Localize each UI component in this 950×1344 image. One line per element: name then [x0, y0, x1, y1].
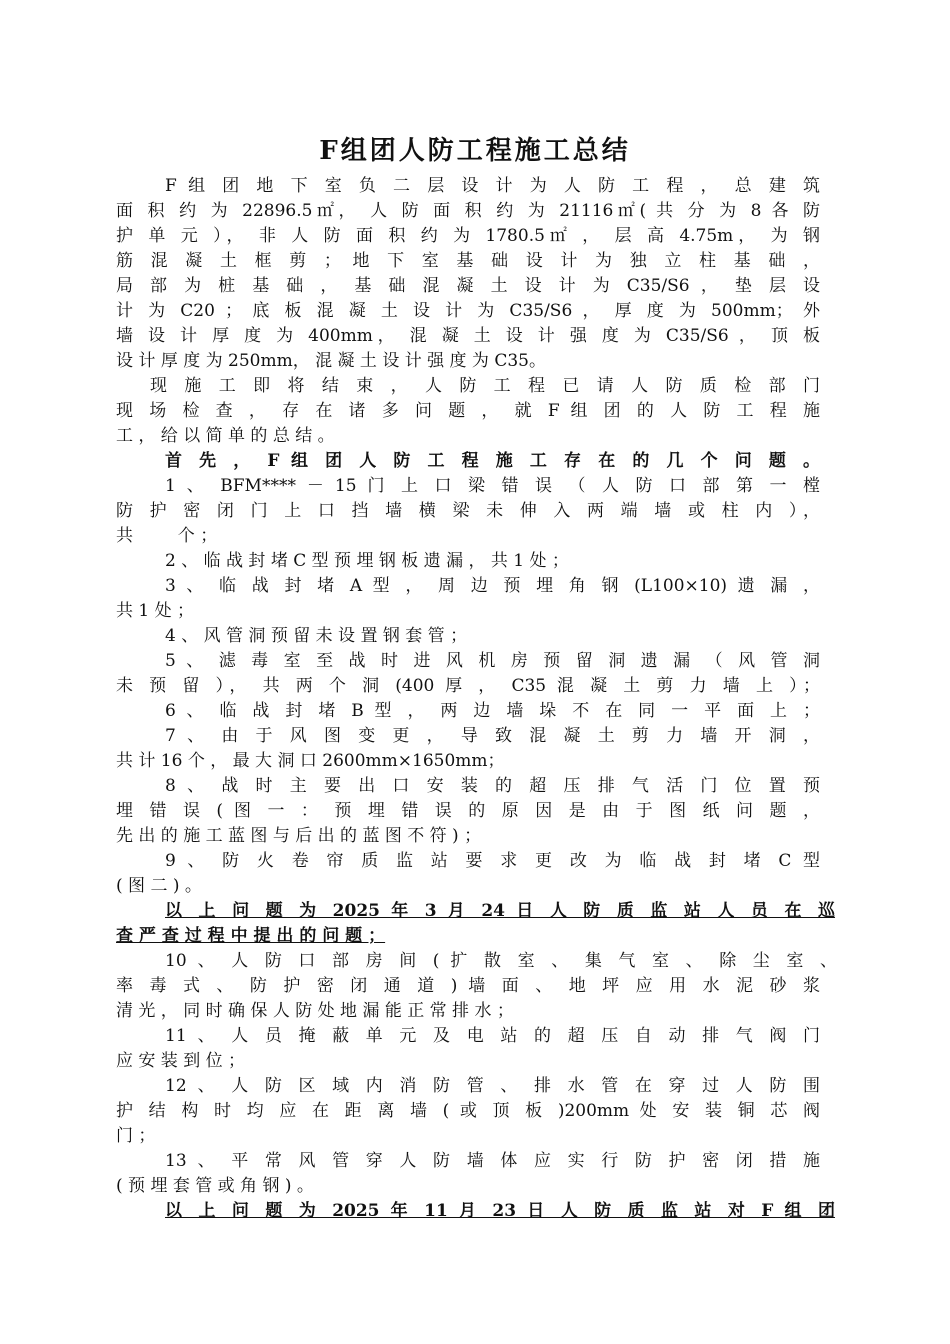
paragraph-line: 工 ， 给 以 简 单 的 总 结 。	[116, 426, 335, 446]
list-item-cont: 清 光 ， 同 时 确 保 人 防 处 地 漏 能 正 常 排 水 ；	[116, 1001, 514, 1021]
list-item: 12 、 人 防 区 域 内 消 防 管 、 排 水 管 在 穿 过 人 防 围	[165, 1076, 820, 1096]
list-item-cont: 应 安 装 到 位 ；	[116, 1051, 246, 1071]
inspection-note: 查 严 查 过 程 中 提 出 的 问 题 ；	[116, 926, 386, 946]
section-heading: 首 先 ， F 组 团 人 防 工 程 施 工 存 在 的 几 个 问 题 。	[165, 451, 820, 471]
list-item-cont: 门 ；	[116, 1126, 156, 1146]
list-item: 9 、 防 火 卷 帘 质 监 站 要 求 更 改 为 临 战 封 堵 C 型	[165, 851, 820, 871]
list-item-cont: 先 出 的 施 工 蓝 图 与 后 出 的 蓝 图 不 符 ) ；	[116, 826, 482, 846]
list-item: 3 、 临 战 封 堵 A 型 ， 周 边 预 埋 角 钢 (L100×10) 遗 漏 ，	[165, 576, 820, 596]
paragraph-line: 设 计 厚 度 为 250mm， 混 凝 土 设 计 强 度 为 C35。	[116, 351, 546, 371]
list-item: 5 、 滤 毒 室 至 战 时 进 风 机 房 预 留 洞 遗 漏 （ 风 管 洞	[165, 651, 820, 671]
list-item: 2 、 临 战 封 堵 C 型 预 埋 钢 板 遗 漏 ， 共 1 处 ；	[165, 551, 569, 571]
list-item-cont: 共 个 ；	[116, 526, 218, 546]
list-item: 7 、 由 于 风 图 变 更 ， 导 致 混 凝 土 剪 力 墙 开 洞 ，	[165, 726, 820, 746]
list-item-cont: 未 预 留 ）， 共 两 个 洞 (400 厚 ， C35 混 凝 土 剪 力 墙 上 ）；	[116, 676, 821, 696]
list-item-cont: ( 图 二 ) 。	[116, 876, 202, 896]
paragraph-line: 筋 混 凝 土 框 剪 ； 地 下 室 基 础 设 计 为 独 立 柱 基 础 ，	[116, 251, 820, 271]
paragraph-line: 局 部 为 桩 基 础 ， 基 础 混 凝 土 设 计 为 C35/S6 ， 垫 层 设	[116, 276, 820, 296]
list-item-cont: 防 护 密 闭 门 上 口 挡 墙 横 梁 未 伸 入 两 端 墙 或 柱 内 ），	[116, 501, 820, 521]
list-item: 1 、 BFM**** － 15 门 上 口 梁 错 误 （ 人 防 口 部 第 一 樘	[165, 476, 820, 496]
paragraph-line: 墙 设 计 厚 度 为 400mm， 混 凝 土 设 计 强 度 为 C35/S6 ， 顶 板	[116, 326, 820, 346]
paragraph-line: 现 场 检 查 ， 存 在 诸 多 问 题 ， 就 F 组 团 的 人 防 工 程 施	[116, 401, 820, 421]
paragraph-line: 护 单 元 ）， 非 人 防 面 积 约 为 1780.5㎡ ， 层 高 4.75m， 为 钢	[116, 226, 820, 246]
list-item: 4 、 风 管 洞 预 留 未 设 置 钢 套 管 ；	[165, 626, 468, 646]
document-title: F组团人防工程施工总结	[319, 136, 631, 166]
paragraph-line: 现 施 工 即 将 结 束 ， 人 防 工 程 已 请 人 防 质 检 部 门	[150, 376, 820, 396]
list-item: 11 、 人 员 掩 蔽 单 元 及 电 站 的 超 压 自 动 排 气 阀 门	[165, 1026, 820, 1046]
list-item-cont: 共 1 处 ；	[116, 601, 195, 621]
list-item-cont: 护 结 构 时 均 应 在 距 离 墙 ( 或 顶 板 )200mm 处 安 装 铜 芯 阀	[116, 1101, 820, 1121]
list-item: 13 、 平 常 风 管 穿 人 防 墙 体 应 实 行 防 护 密 闭 措 施	[165, 1151, 820, 1171]
inspection-note: 以 上 问 题 为 2025 年 3 月 24 日 人 防 质 监 站 人 员 在 巡	[165, 901, 836, 921]
list-item-cont: 埋 错 误 ( 图 一 ： 预 埋 错 误 的 原 因 是 由 于 图 纸 问 题 ，	[116, 801, 820, 821]
list-item-cont: ( 预 埋 套 管 或 角 钢 ) 。	[116, 1176, 314, 1196]
paragraph-line: F 组 团 地 下 室 负 二 层 设 计 为 人 防 工 程 ， 总 建 筑	[165, 176, 820, 196]
paragraph-line: 计 为 C20 ； 底 板 混 凝 土 设 计 为 C35/S6 ， 厚 度 为 500mm； 外	[116, 301, 820, 321]
list-item: 10 、 人 防 口 部 房 间 ( 扩 散 室 、 集 气 室 、 除 尘 室 、	[165, 951, 837, 971]
list-item-cont: 共 计 16 个 ， 最 大 洞 口 2600mm×1650mm；	[116, 751, 505, 771]
list-item-cont: 率 毒 式 、 防 护 密 闭 通 道 ) 墙 面 、 地 坪 应 用 水 泥 砂 浆	[116, 976, 820, 996]
inspection-note: 以 上 问 题 为 2025 年 11 月 23 日 人 防 质 监 站 对 F 组 团	[165, 1201, 835, 1221]
list-item: 6 、 临 战 封 堵 B 型 ， 两 边 墙 垛 不 在 同 一 平 面 上 ；	[165, 701, 820, 721]
list-item: 8 、 战 时 主 要 出 口 安 装 的 超 压 排 气 活 门 位 置 预	[165, 776, 820, 796]
paragraph-line: 面 积 约 为 22896.5㎡， 人 防 面 积 约 为 21116㎡( 共 分 为 8 各 防	[116, 201, 820, 221]
